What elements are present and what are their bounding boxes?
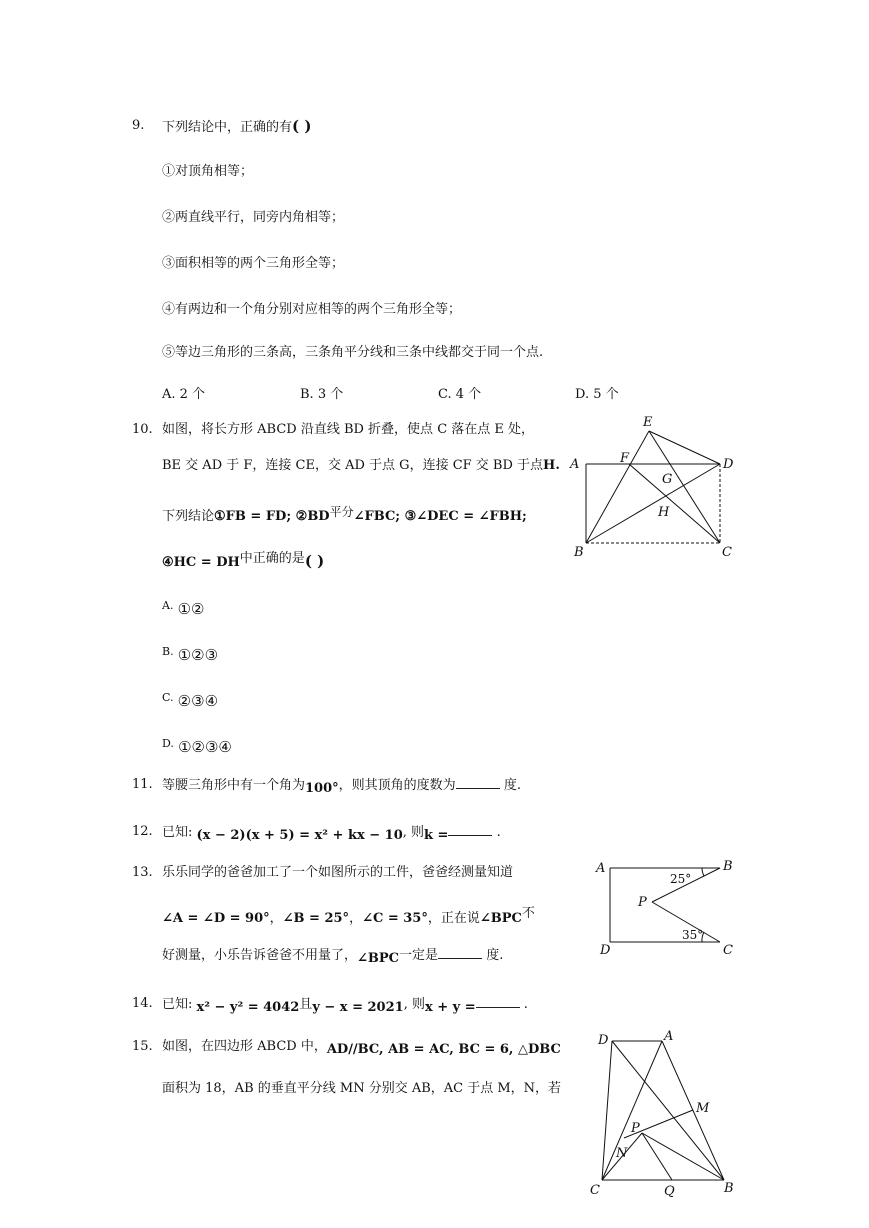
q9-statement-4: ④有两边和一个角分别对应相等的两个三角形全等； xyxy=(162,302,462,317)
q15-number: 15. xyxy=(132,1039,153,1054)
q13-math-5: ∠BPC xyxy=(357,951,400,966)
q13-angle-c-label: 35° xyxy=(682,928,704,942)
q10-line-2 xyxy=(162,457,560,475)
q11-text-3: 度. xyxy=(503,778,521,793)
q13-label-p: P xyxy=(638,895,647,910)
q13-comma-2: ， xyxy=(349,911,363,926)
q11-answer-blank[interactable] xyxy=(456,776,500,789)
q10-option-c-label: C. xyxy=(162,691,174,704)
q15-figure xyxy=(584,1026,744,1201)
q14-answer-blank[interactable] xyxy=(476,995,520,1008)
q10-line-2-text: BE 交 AD 于 F，连接 CE，交 AD 于点 G，连接 CF 交 BD 于点 xyxy=(162,458,544,473)
q10-answer-paren: ( ) xyxy=(304,552,325,570)
q10-option-d xyxy=(162,735,232,758)
q11-text-2: ，则其顶角的度数为 xyxy=(338,778,456,793)
q13-text-1: ，正在说 xyxy=(427,911,480,926)
q12-period: . xyxy=(496,825,501,840)
q12-math-1: (x − 2)(x + 5) = x² + kx − 10 xyxy=(196,828,403,843)
q12-text-1: 已知: xyxy=(162,825,193,840)
q10-label-b: B xyxy=(574,545,584,560)
q10-seg-fc xyxy=(629,464,720,543)
q13-label-d: D xyxy=(600,943,611,958)
q12-text-2: , 则 xyxy=(402,825,425,840)
q10-math-3: ④HC = DH xyxy=(162,555,240,570)
q15-label-q: Q xyxy=(664,1184,675,1199)
q13-line-1: 乐乐同学的爸爸加工了一个如图所示的工件，爸爸经测量知道 xyxy=(162,865,514,880)
q13-line-3 xyxy=(162,946,503,968)
q10-math-1: ①FB = FD; ②BD xyxy=(214,509,330,524)
q13-text-4: 一定是 xyxy=(399,948,439,963)
q13-label-b: B xyxy=(723,859,733,874)
q10-label-f: F xyxy=(620,451,630,466)
q10-line-4-text: 中正确的是 xyxy=(239,551,305,566)
q9-statement-2: ②两直线平行，同旁内角相等； xyxy=(162,210,345,225)
q10-line-3-text: 下列结论 xyxy=(162,509,215,524)
q13-number: 13. xyxy=(132,865,153,880)
q9-option-c: C. 4 个 xyxy=(438,387,482,402)
q10-option-c xyxy=(162,689,218,712)
q14-number: 14. xyxy=(132,996,153,1011)
q10-option-b-label: B. xyxy=(162,645,174,658)
q14-line xyxy=(162,995,528,1017)
q10-label-a: A xyxy=(570,457,580,472)
q9-option-d: D. 5 个 xyxy=(575,387,619,402)
q15-label-b: B xyxy=(724,1181,734,1196)
q15-label-c: C xyxy=(590,1183,600,1198)
q12-number: 12. xyxy=(132,824,153,839)
q9-option-b: B. 3 个 xyxy=(300,387,344,402)
q9-option-a: A. 2 个 xyxy=(162,387,206,402)
q10-label-d: D xyxy=(723,457,734,472)
q12-answer-blank[interactable] xyxy=(448,823,492,836)
q15-math: AD//BC, AB = AC, BC = 6, △DBC xyxy=(326,1042,561,1057)
q13-text-5: 度. xyxy=(486,948,504,963)
q13-math-1: ∠A = ∠D = 90° xyxy=(162,911,270,926)
q10-math-2: ∠FBC; ③∠DEC = ∠FBH; xyxy=(353,509,527,524)
q9-answer-paren: ( ) xyxy=(292,117,312,135)
q10-number: 10. xyxy=(132,422,153,437)
q14-period: . xyxy=(523,997,528,1012)
q13-math-3: ∠C = 35° xyxy=(362,911,428,926)
q10-line-4 xyxy=(162,550,324,572)
q13-answer-blank[interactable] xyxy=(438,946,482,959)
q10-label-h: H xyxy=(658,505,670,520)
q11-line xyxy=(162,776,521,798)
q13-line-2 xyxy=(162,905,535,928)
q13-angle-b-label: 25° xyxy=(670,872,692,886)
q13-text-2: 不 xyxy=(521,906,535,921)
q10-option-d-label: D. xyxy=(162,737,174,750)
q15-label-p: P xyxy=(631,1121,640,1136)
q10-label-e: E xyxy=(643,415,653,430)
q11-number: 11. xyxy=(132,777,153,792)
q10-label-g: G xyxy=(662,472,673,487)
q13-math-2: ∠B = 25° xyxy=(282,911,350,926)
q13-text-3: 好测量，小乐告诉爸爸不用量了， xyxy=(162,948,358,963)
q10-seg-bd xyxy=(586,464,720,543)
q10-option-a-value: ①② xyxy=(177,600,205,618)
q14-text-1: 已知: xyxy=(162,997,193,1012)
q13-label-c: C xyxy=(723,943,733,958)
q14-text-3: , 则 xyxy=(403,997,425,1012)
q13-label-a: A xyxy=(596,861,606,876)
q15-label-m: M xyxy=(696,1101,710,1116)
q15-seg-pb xyxy=(642,1133,724,1180)
q12-math-2: k = xyxy=(424,828,449,843)
q15-line-1 xyxy=(162,1038,561,1059)
q11-math: 100° xyxy=(305,781,339,796)
q10-line-1: 如图，将长方形 ABCD 沿直线 BD 折叠，使点 C 落在点 E 处， xyxy=(162,422,535,437)
q11-text-1: 等腰三角形中有一个角为 xyxy=(162,778,306,793)
q10-seg-be xyxy=(586,431,649,543)
q10-label-c: C xyxy=(722,545,732,560)
q13-angle-b-arc xyxy=(702,868,704,876)
q10-option-c-value: ②③④ xyxy=(177,692,219,710)
q13-figure xyxy=(590,852,740,962)
q13-math-4: ∠BPC xyxy=(479,911,522,926)
q10-option-a xyxy=(162,597,205,620)
q15-label-a: A xyxy=(664,1029,674,1044)
q9-stem xyxy=(162,117,311,137)
q10-option-a-label: A. xyxy=(162,599,174,612)
q15-text-1: 如图，在四边形 ABCD 中， xyxy=(162,1039,327,1054)
q10-option-b xyxy=(162,643,218,666)
q10-line-3 xyxy=(162,503,527,526)
q15-label-n: N xyxy=(616,1146,628,1161)
q14-text-2: 且 xyxy=(299,997,313,1012)
q10-option-d-value: ①②③④ xyxy=(178,738,232,756)
q14-math-3: x + y = xyxy=(424,1000,476,1015)
q10-option-b-value: ①②③ xyxy=(177,646,219,664)
q10-line-2-end: H. xyxy=(543,458,560,473)
q15-seg-pq xyxy=(642,1133,672,1180)
q10-line-3-bisect: 平分 xyxy=(329,505,354,519)
q9-statement-1: ①对顶角相等； xyxy=(162,164,254,179)
q12-line xyxy=(162,823,501,845)
q15-line-2: 面积为 18，AB 的垂直平分线 MN 分别交 AB，AC 于点 M，N，若 xyxy=(162,1081,562,1096)
q10-figure xyxy=(560,410,750,560)
q14-math-1: x² − y² = 4042 xyxy=(196,1000,300,1015)
q9-statement-3: ③面积相等的两个三角形全等； xyxy=(162,256,345,271)
q14-math-2: y − x = 2021 xyxy=(312,1000,404,1015)
q9-number: 9. xyxy=(132,118,145,133)
q9-statement-5: ⑤等边三角形的三条高，三条角平分线和三条中线都交于同一个点. xyxy=(162,345,544,360)
q9-stem-text: 下列结论中，正确的有 xyxy=(162,120,293,135)
q13-comma-1: ， xyxy=(269,911,283,926)
q15-label-d: D xyxy=(598,1033,609,1048)
